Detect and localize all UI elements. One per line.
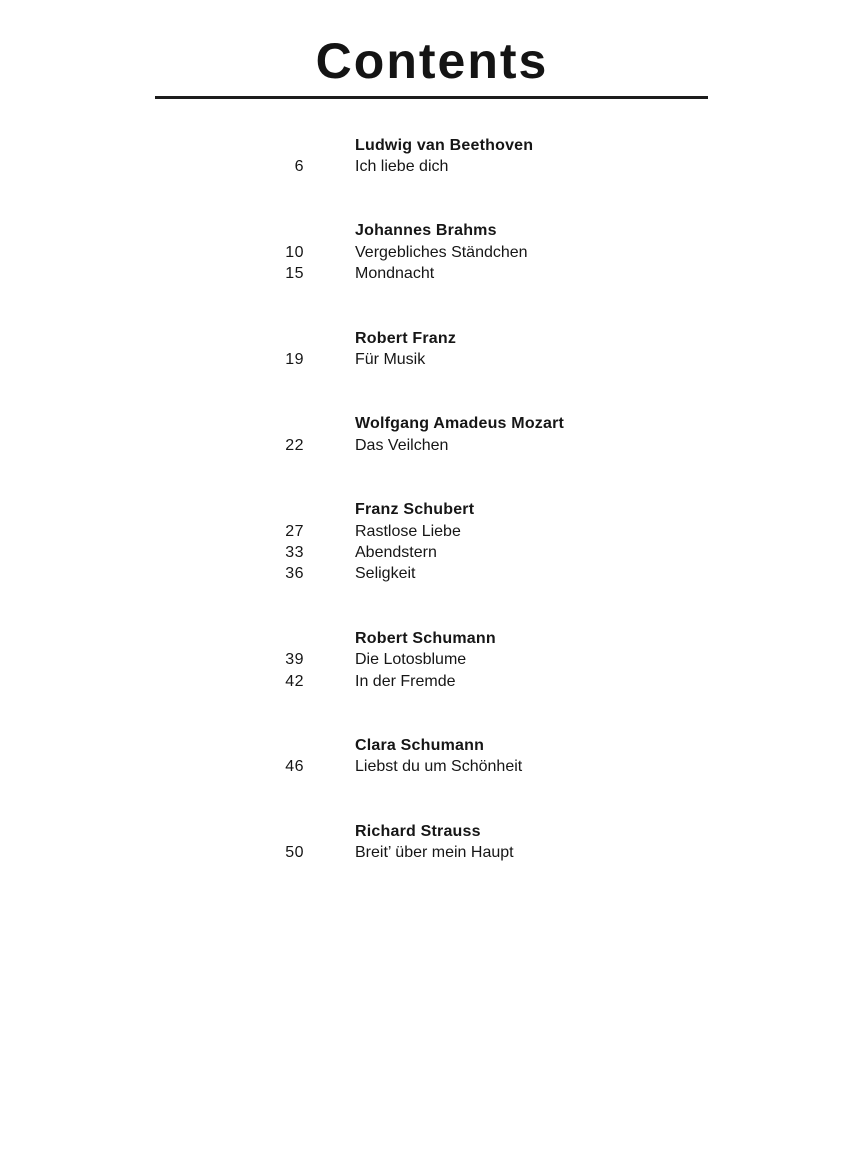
composer-row (155, 328, 864, 349)
page-title: Contents (315, 33, 549, 89)
page-number: 46 (285, 758, 304, 776)
composer-group (155, 135, 864, 178)
composer-group (155, 821, 864, 864)
song-title: Breit’ über mein Haupt (355, 844, 514, 862)
composer-name: Clara Schumann (355, 737, 485, 754)
composer-name: Ludwig van Beethoven (355, 136, 534, 154)
song-title: Liebst du um Schönheit (355, 758, 523, 776)
page-number: 15 (285, 265, 304, 283)
toc-list (155, 135, 864, 864)
composer-name: Wolfgang Amadeus Mozart (355, 415, 565, 433)
song-title: Ich liebe dich (355, 157, 449, 175)
page-number: 6 (294, 157, 304, 175)
toc-entry (155, 521, 864, 542)
title-divider (155, 96, 708, 99)
composer-group (155, 735, 864, 778)
song-title: Rastlose Liebe (355, 522, 461, 540)
composer-group (155, 328, 864, 371)
page-number-spacer (155, 499, 304, 520)
song-title: In der Fremde (355, 672, 456, 690)
song-title: Abendstern (355, 543, 437, 561)
toc-entry (155, 242, 864, 263)
composer-name: Robert Schumann (355, 629, 496, 647)
composer-group (155, 413, 864, 456)
page-number: 22 (285, 436, 304, 454)
toc-entry (155, 349, 864, 370)
toc-entry (155, 542, 864, 563)
composer-row (155, 628, 864, 649)
page-number-spacer (155, 328, 304, 349)
composer-name: Franz Schubert (355, 501, 475, 519)
page-number: 33 (285, 543, 304, 561)
toc-entry (155, 649, 864, 670)
song-title: Seligkeit (355, 565, 416, 583)
page-number-spacer (155, 735, 304, 756)
toc-entry (155, 563, 864, 584)
composer-group (155, 499, 864, 585)
song-title: Das Veilchen (355, 436, 449, 454)
composer-row (155, 735, 864, 756)
composer-group (155, 628, 864, 692)
page-number-spacer (155, 413, 304, 434)
composer-row (155, 499, 864, 520)
song-title: Für Musik (355, 350, 426, 368)
page-number: 50 (285, 844, 304, 862)
toc-entry (155, 263, 864, 284)
composer-name: Richard Strauss (355, 822, 481, 840)
composer-row (155, 413, 864, 434)
page-number: 19 (285, 350, 304, 368)
song-title: Die Lotosblume (355, 651, 467, 669)
page-number-spacer (155, 821, 304, 842)
toc-entry (155, 842, 864, 863)
song-title: Mondnacht (355, 265, 435, 283)
page-number-spacer (155, 135, 304, 156)
composer-row (155, 220, 864, 241)
toc-entry (155, 435, 864, 456)
page-number-spacer (155, 220, 304, 241)
page-number: 10 (285, 243, 304, 261)
composer-name: Johannes Brahms (355, 222, 497, 240)
toc-entry (155, 756, 864, 777)
page-number: 42 (285, 672, 304, 690)
toc-entry (155, 156, 864, 177)
composer-name: Robert Franz (355, 329, 457, 347)
song-title: Vergebliches Ständchen (355, 243, 528, 261)
page-number: 36 (285, 565, 304, 583)
composer-row (155, 135, 864, 156)
composer-row (155, 821, 864, 842)
page-number: 27 (285, 522, 304, 540)
page-number: 39 (285, 651, 304, 669)
toc-entry (155, 671, 864, 692)
page-number-spacer (155, 628, 304, 649)
composer-group (155, 220, 864, 284)
